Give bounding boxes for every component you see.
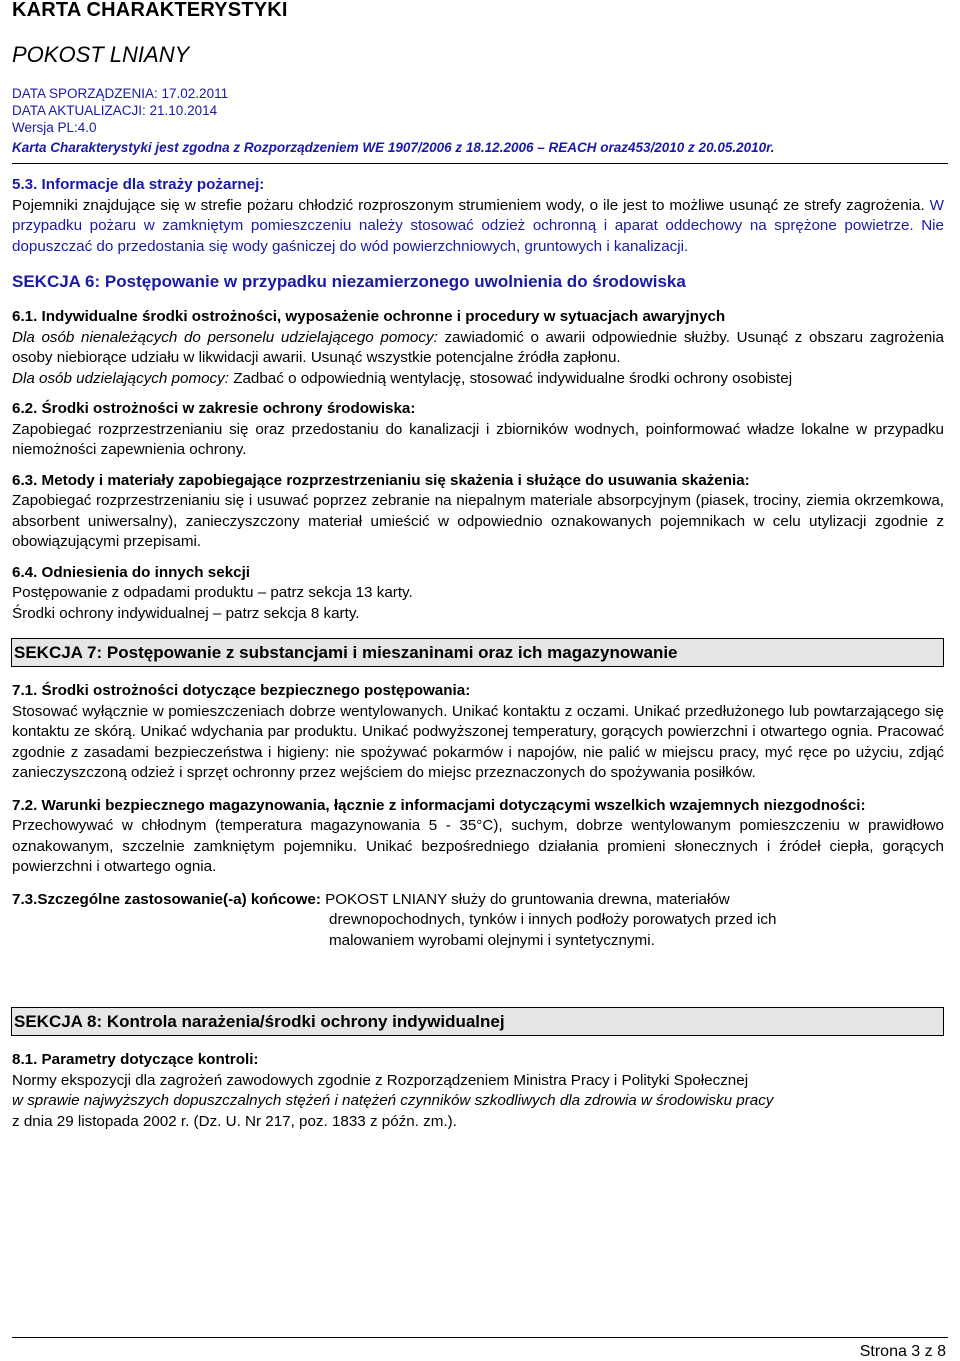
s6-1-text bbox=[12, 328, 944, 369]
s6-4-heading: 6.4. Odniesienia do innych sekcji bbox=[12, 563, 251, 581]
version: Wersja PL:4.0 bbox=[12, 120, 97, 135]
s8-1-heading: 8.1. Parametry dotyczące kontroli: bbox=[12, 1051, 259, 1068]
document-body bbox=[12, 175, 944, 1132]
s7-3-heading: 7.3.Szczególne zastosowanie(-a) końcowe: bbox=[12, 890, 321, 908]
s7-2-text: Przechowywać w chłodnym (temperatura magazynowania 5 - 35°C), suchym, dobrze wentylowanym pomieszczeniu w prawidłowo oznakowanym, szczelnie zamkniętym pojemniku. Unikać bezpośredniego działania promieni słonecznych i źródeł ciepła, gorących powierzchni i otwartego ognia. bbox=[12, 817, 944, 875]
s8-1-text1: Normy ekspozycji dla zagrożeń zawodowych zgodnie z Rozporządzeniem Ministra Pracy i Polityki Społecznej bbox=[12, 1071, 749, 1089]
s7-3-text2: drewnopochodnych, tynków i innych podłoży porowatych przed ich bbox=[329, 911, 777, 928]
section-8-title: SEKCJA 8: Kontrola narażenia/środki ochrony indywidualnej bbox=[11, 1007, 944, 1036]
s7-3-text3: malowaniem wyrobami olejnymi i syntetycznymi. bbox=[329, 931, 655, 949]
s6-3-heading: 6.3. Metody i materiały zapobiegające rozprzestrzenianiu się skażenia i służące do usuwania skażenia: bbox=[12, 471, 750, 489]
s5-3-text-blue: W przypadku pożaru w zamkniętym pomieszczeniu należy stosować odzież ochronną i aparat oddechowy na sprężone powietrze. Nie dopuszczać do przedostania się wody gaśniczej do wód powierzchniowych, gruntowych i kanalizacji. bbox=[12, 196, 944, 255]
footer-divider bbox=[12, 1337, 948, 1338]
s7-3-text1: POKOST LNIANY służy do gruntowania drewna, materiałów bbox=[320, 890, 730, 908]
s6-1-italic1: Dla osób nienależących do personelu udzielającego pomocy: bbox=[12, 328, 438, 346]
s6-1-text-b bbox=[12, 369, 944, 390]
date-updated: DATA AKTUALIZACJI: 21.10.2014 bbox=[12, 103, 218, 118]
date-created: DATA SPORZĄDZENIA: 17.02.2011 bbox=[12, 86, 229, 101]
s8-1-text2: z dnia 29 listopada 2002 r. (Dz. U. Nr 217, poz. 1833 z późn. zm.). bbox=[12, 1112, 457, 1130]
s6-3-text: Zapobiegać rozprzestrzenianiu się i usuwać poprzez zebranie na niepalnym materiale absorpcyjnym (piasek, trociny, ziemia okrzemkowa, absorbent uniwersalny), zanieczyszczony materiał umieścić w odpowiednio oznakowanych pojemnikach w celu utylizacji zgodnie z obowiązującymi przepisami. bbox=[12, 492, 944, 550]
section-6-title: SEKCJA 6: Postępowanie w przypadku niezamierzonego uwolnienia do środowiska bbox=[12, 272, 686, 291]
s7-1-text: Stosować wyłącznie w pomieszczeniach dobrze wentylowanych. Unikać kontaktu z oczami. Unikać przedłużonego lub powtarzającego się kontaktu ze skórą. Unikać wdychania par produktu. Unikać podwyższonej temperatury, gorących powierzchni i otwartego ognia. Pracować zgodnie z zasadami bezpieczeństwa i higieny: nie spożywać pokarmów i napojów, nie palić w miejscu pracy, myć ręce po użyciu, zdjąć zanieczyszczoną odzież i sprzęt ochronny przez wejściem do miejsc przeznaczonych do spożywania posiłków. bbox=[12, 702, 944, 781]
s6-1-italic2: Dla osób udzielających pomocy: bbox=[12, 369, 229, 387]
regulation-line: Karta Charakterystyki jest zgodna z Rozporządzeniem WE 1907/2006 z 18.12.2006 – REACH oraz453/2010 z 20.05.2010r. bbox=[12, 140, 775, 155]
s5-3-text-black: Pojemniki znajdujące się w strefie pożaru chłodzić rozproszonym strumieniem wody, o ile jest to możliwe usunąć ze strefy zagrożenia. bbox=[12, 196, 925, 214]
document-title: KARTA CHARAKTERYSTYKI bbox=[12, 0, 288, 21]
s6-2-heading: 6.2. Środki ostrożności w zakresie ochrony środowiska: bbox=[12, 400, 416, 417]
s5-3-heading: 5.3. Informacje dla straży pożarnej: bbox=[12, 176, 265, 193]
s6-2-text: Zapobiegać rozprzestrzenianiu się oraz przedostaniu do kanalizacji i zbiorników wodnych, poinformować władze lokalne w przypadku niemożności zapewnienia ochrony. bbox=[12, 420, 944, 458]
product-name: POKOST LNIANY bbox=[12, 42, 190, 67]
s7-1-heading: 7.1. Środki ostrożności dotyczące bezpiecznego postępowania: bbox=[12, 682, 471, 699]
s6-4-line2: Środki ochrony indywidualnej – patrz sekcja 8 karty. bbox=[12, 604, 360, 622]
s8-1-italic: w sprawie najwyższych dopuszczalnych stężeń i natężeń czynników szkodliwych dla zdrowia w środowisku pracy bbox=[12, 1092, 774, 1109]
s6-4-line1: Postępowanie z odpadami produktu – patrz sekcja 13 karty. bbox=[12, 584, 413, 601]
section-7-title: SEKCJA 7: Postępowanie z substancjami i mieszaninami oraz ich magazynowanie bbox=[11, 638, 944, 667]
page-number: Strona 3 z 8 bbox=[859, 1343, 946, 1360]
header-divider bbox=[12, 163, 948, 164]
s7-3-line1 bbox=[12, 890, 944, 911]
s7-2-heading: 7.2. Warunki bezpiecznego magazynowania, łącznie z informacjami dotyczącymi wszelkich wzajemnych niezgodności: bbox=[12, 796, 866, 814]
s6-1-heading: 6.1. Indywidualne środki ostrożności, wyposażenie ochronne i procedury w sytuacjach awaryjnych bbox=[12, 308, 726, 325]
s6-1-text2: Zadbać o odpowiednią wentylację, stosować indywidualne środki ochrony osobistej bbox=[228, 369, 793, 387]
s5-3-text bbox=[12, 196, 944, 258]
s6-1-text1: zawiadomić o awarii odpowiednie służby. Usunąć z obszaru zagrożenia osoby niebiorące udziału w likwidacji awarii. Usunąć wszystkie potencjalne źródła zapłonu. bbox=[12, 328, 945, 366]
